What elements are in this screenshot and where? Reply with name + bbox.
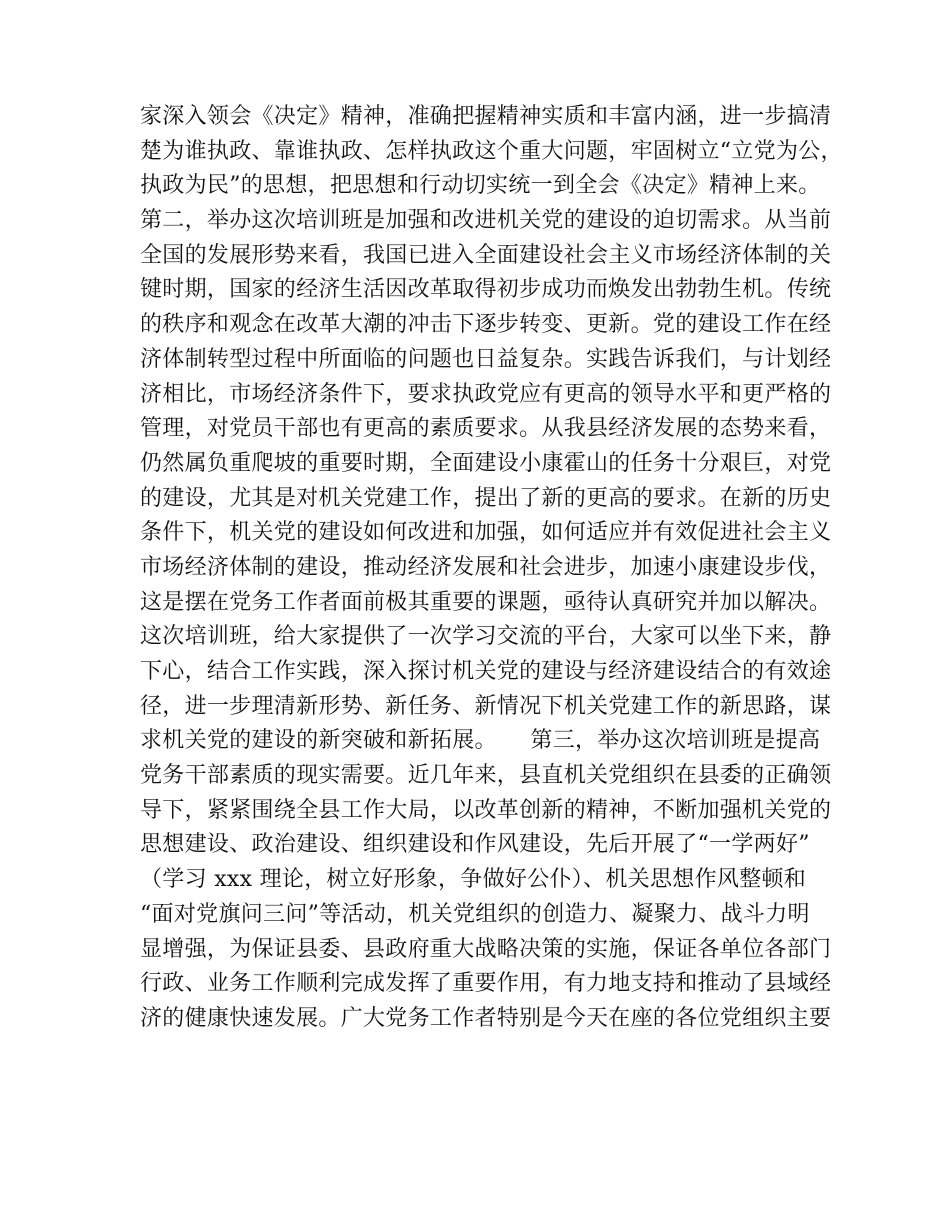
text-line: 党务干部素质的现实需要。近几年来，县直机关党组织在县委的正确领 bbox=[140, 763, 832, 789]
text-line: 全国的发展形势来看，我国已进入全面建设社会主义市场经济体制的关 bbox=[140, 242, 832, 268]
text-line: 楚为谁执政、靠谁执政、怎样执政这个重大问题，牢固树立“立党为公， bbox=[140, 138, 843, 164]
text-line: 这次培训班，给大家提供了一次学习交流的平台，大家可以坐下来，静 bbox=[140, 624, 832, 650]
text-line: 仍然属负重爬坡的重要时期，全面建设小康霍山的任务十分艰巨，对党 bbox=[140, 450, 832, 476]
text-line: 市场经济体制的建设，推动经济发展和社会进步，加速小康建设步伐， bbox=[140, 554, 832, 580]
text-line: 键时期，国家的经济生活因改革取得初步成功而焕发出勃勃生机。传统 bbox=[140, 277, 832, 303]
text-line: 家深入领会《决定》精神，准确把握精神实质和丰富内涵，进一步搞清 bbox=[140, 104, 832, 129]
text-line: 的秩序和观念在改革大潮的冲击下逐步转变、更新。党的建设工作在经 bbox=[140, 312, 832, 338]
text-line: 的建设，尤其是对机关党建工作，提出了新的更高的要求。在新的历史 bbox=[140, 485, 832, 511]
text-line: 求机关党的建设的新突破和新拓展。 第三，举办这次培训班是提高 bbox=[140, 728, 821, 754]
text-line: 显增强，为保证县委、县政府重大战略决策的实施，保证各单位各部门 bbox=[140, 936, 832, 962]
text-line: 行政、业务工作顺利完成发挥了重要作用，有力地支持和推动了县域经 bbox=[140, 971, 832, 997]
text-line: 条件下，机关党的建设如何改进和加强，如何适应并有效促进社会主义 bbox=[140, 520, 832, 546]
text-line: 济的健康快速发展。广大党务工作者特别是今天在座的各位党组织主要 bbox=[140, 1005, 832, 1031]
text-line: 径，进一步理清新形势、新任务、新情况下机关党建工作的新思路，谋 bbox=[140, 693, 832, 719]
text-line: 管理，对党员干部也有更高的素质要求。从我县经济发展的态势来看， bbox=[140, 416, 832, 442]
text-line: “面对党旗问三问”等活动，机关党组织的创造力、凝聚力、战斗力明 bbox=[140, 901, 810, 927]
text-line: 导下，紧紧围绕全县工作大局，以改革创新的精神，不断加强机关党的 bbox=[140, 797, 832, 823]
text-line: 第二，举办这次培训班是加强和改进机关党的建设的迫切需求。从当前 bbox=[140, 208, 832, 234]
text-line: （学习 xxx 理论，树立好形象，争做好公仆）、机关思想作风整顿和 bbox=[140, 867, 807, 893]
text-line: 济相比，市场经济条件下，要求执政党应有更高的领导水平和更严格的 bbox=[140, 381, 832, 407]
text-line: 济体制转型过程中所面临的问题也日益复杂。实践告诉我们，与计划经 bbox=[140, 346, 832, 372]
text-line: 下心，结合工作实践，深入探讨机关党的建设与经济建设结合的有效途 bbox=[140, 659, 832, 684]
text-line: 执政为民”的思想，把思想和行动切实统一到全会《决定》精神上来。 bbox=[140, 173, 821, 199]
text-line: 思想建设、政治建设、组织建设和作风建设，先后开展了“一学两好” bbox=[140, 832, 810, 858]
body-text bbox=[140, 100, 843, 1037]
text-line: 这是摆在党务工作者面前极其重要的课题，亟待认真研究并加以解决。 bbox=[140, 589, 832, 615]
